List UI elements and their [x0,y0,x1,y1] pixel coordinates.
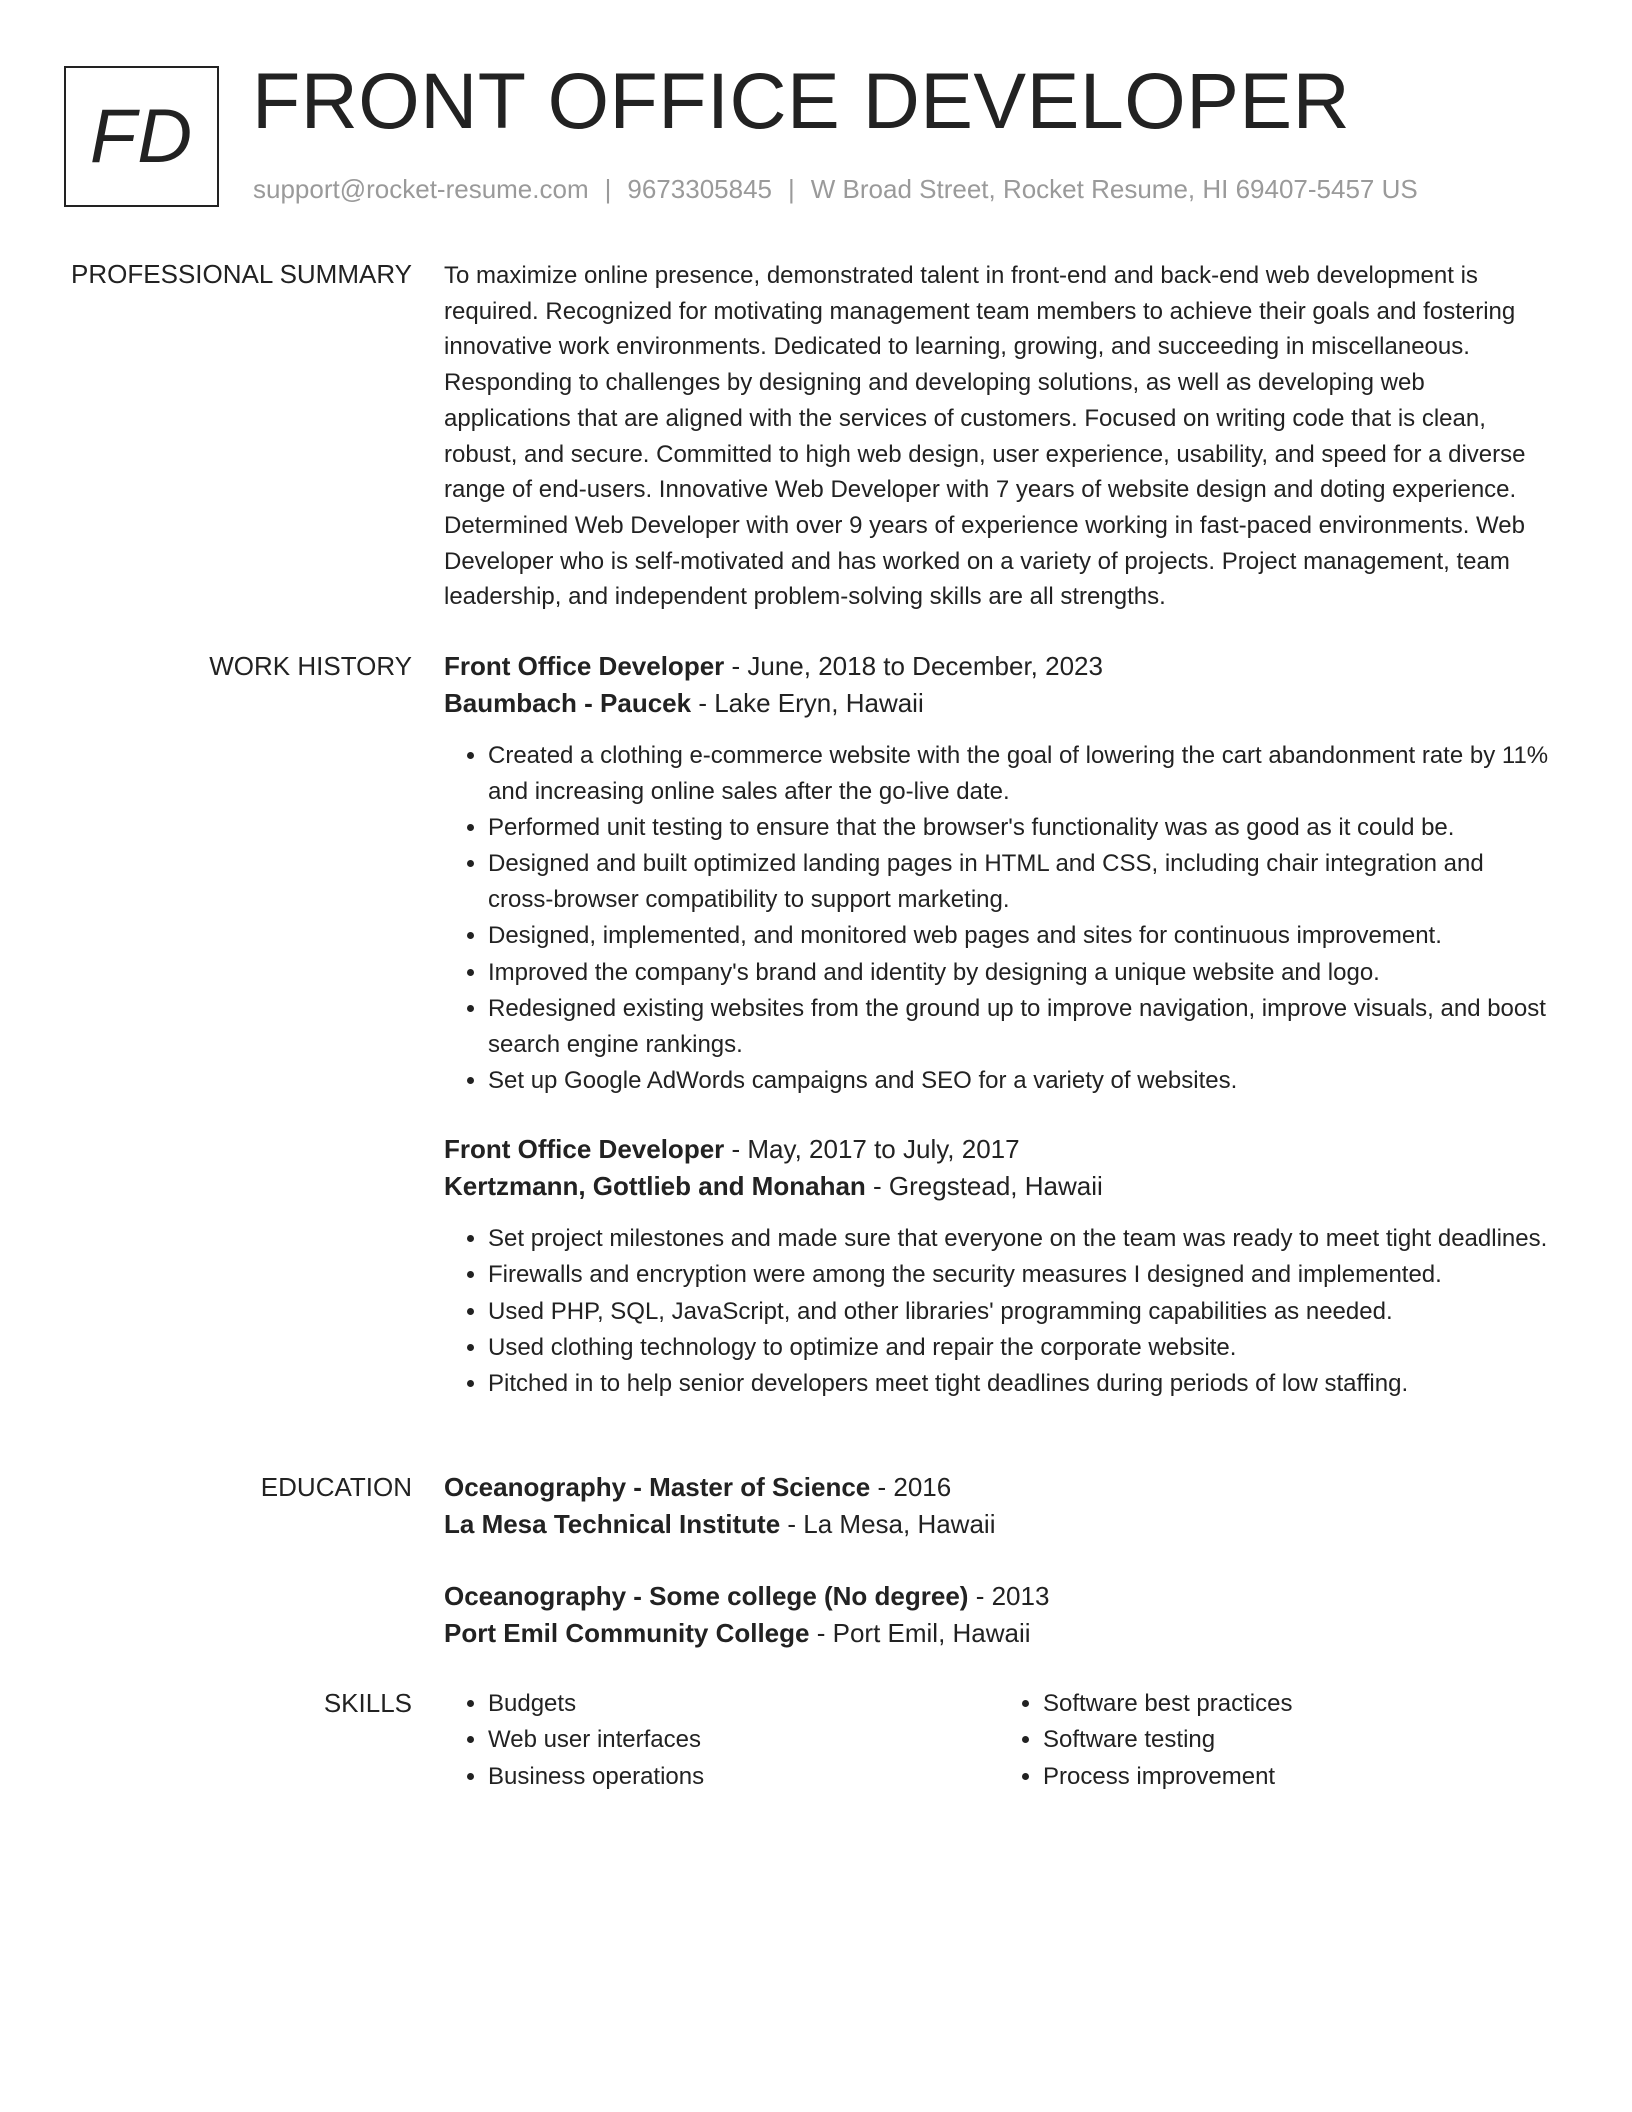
section-label-education: EDUCATION [260,1472,412,1502]
contact-email: support@rocket-resume.com [253,174,589,204]
education-entry [444,1578,1554,1652]
job-title: Front Office Developer [444,1134,725,1164]
job-company-line [444,685,1554,722]
monogram-box [64,66,219,207]
job-location: - Lake Eryn, Hawaii [691,688,924,718]
education-degree-line [444,1469,1554,1506]
job-entry [444,648,1554,1099]
education-school: Port Emil Community College [444,1618,810,1648]
job-bullet-list [444,738,1554,1099]
job-company: Kertzmann, Gottlieb and Monahan [444,1171,866,1201]
education-location: - La Mesa, Hawaii [780,1509,996,1539]
job-title-line [444,648,1554,685]
skills-list-right [999,1686,1554,1795]
education-degree: Oceanography - Master of Science [444,1472,871,1502]
job-title-line [444,1131,1554,1168]
job-bullet: • Redesigned existing websites from the ground up to improve navigation, improve visuals, and boost search engine rankings. [488,991,1554,1062]
education-school-line [444,1506,1554,1543]
contact-address: W Broad Street, Rocket Resume, HI 69407-5457 US [810,174,1418,204]
job-bullet: • Improved the company's brand and identity by designing a unique website and logo. [488,955,1554,991]
job-bullet: • Pitched in to help senior developers meet tight deadlines during periods of low staffing. [488,1366,1554,1402]
skill-item: • Software testing [1043,1722,1554,1758]
job-bullet-list [444,1221,1554,1402]
job-bullet: • Firewalls and encryption were among the security measures I designed and implemented. [488,1257,1554,1293]
job-bullet: • Used clothing technology to optimize and repair the corporate website. [488,1330,1554,1366]
skill-item: • Web user interfaces [488,1722,999,1758]
contact-phone: 9673305845 [627,174,772,204]
skills-section [444,1686,1554,1795]
skill-item: • Budgets [488,1686,999,1722]
education-degree-line [444,1578,1554,1615]
summary-text: To maximize online presence, demonstrated talent in front-end and back-end web development is required. Recognized for motivating management team members to achieve their goals and fostering innovative work environments. Dedicated to learning, growing, and succeeding in miscellaneous. Responding to challenges by designing and developing solutions, as well as developing web applications that are aligned with the services of customers. Focused on writing code that is clean, robust, and secure. Committed to high web design, user experience, usability, and speed for a diverse range of end-users. Innovative Web Developer with 7 years of website design and doting experience. Determined Web Developer with over 9 years of experience working in fast-paced environments. Web Developer who is self-motivated and has worked on a variety of projects. Project management, team leadership, and independent problem-solving skills are all strengths. [444,262,1526,611]
education-year: - 2013 [968,1581,1050,1611]
job-company-line [444,1168,1554,1205]
contact-line [253,174,1418,205]
job-bullet: • Performed unit testing to ensure that the browser's functionality was as good as it could be. [488,810,1554,846]
job-entry [444,1131,1554,1402]
education-entry [444,1469,1554,1543]
resume-title: FRONT OFFICE DEVELOPER [252,56,1351,145]
skill-item: • Business operations [488,1759,999,1795]
education-degree: Oceanography - Some college (No degree) [444,1581,969,1611]
skill-item: • Process improvement [1043,1759,1554,1795]
job-dates: - May, 2017 to July, 2017 [724,1134,1020,1164]
education-year: - 2016 [870,1472,952,1502]
education-school-line [444,1615,1554,1652]
job-company: Baumbach - Paucek [444,688,692,718]
job-dates: - June, 2018 to December, 2023 [724,651,1103,681]
job-bullet: • Set project milestones and made sure that everyone on the team was ready to meet tight deadlines. [488,1221,1554,1257]
contact-separator: | [788,174,795,204]
skill-item: • Software best practices [1043,1686,1554,1722]
summary-section [444,258,1554,615]
section-label-skills: SKILLS [323,1688,412,1718]
section-label-work-history: WORK HISTORY [209,651,412,681]
monogram-text: FD [89,94,194,179]
contact-separator: | [604,174,612,204]
job-title: Front Office Developer [444,651,725,681]
job-bullet: • Designed, implemented, and monitored web pages and sites for continuous improvement. [488,918,1554,954]
job-bullet: • Set up Google AdWords campaigns and SEO for a variety of websites. [488,1063,1554,1099]
job-bullet: • Designed and built optimized landing pages in HTML and CSS, including chair integration and cross-browser compatibility to support marketing. [488,846,1554,917]
skills-list-left [444,1686,999,1795]
job-location: - Gregstead, Hawaii [865,1171,1103,1201]
education-location: - Port Emil, Hawaii [809,1618,1031,1648]
job-bullet: • Used PHP, SQL, JavaScript, and other libraries' programming capabilities as needed. [488,1294,1554,1330]
education-school: La Mesa Technical Institute [444,1509,781,1539]
job-bullet: • Created a clothing e-commerce website with the goal of lowering the cart abandonment rate by 11% and increasing online sales after the go-live date. [488,738,1554,809]
section-label-summary: PROFESSIONAL SUMMARY [71,259,412,289]
